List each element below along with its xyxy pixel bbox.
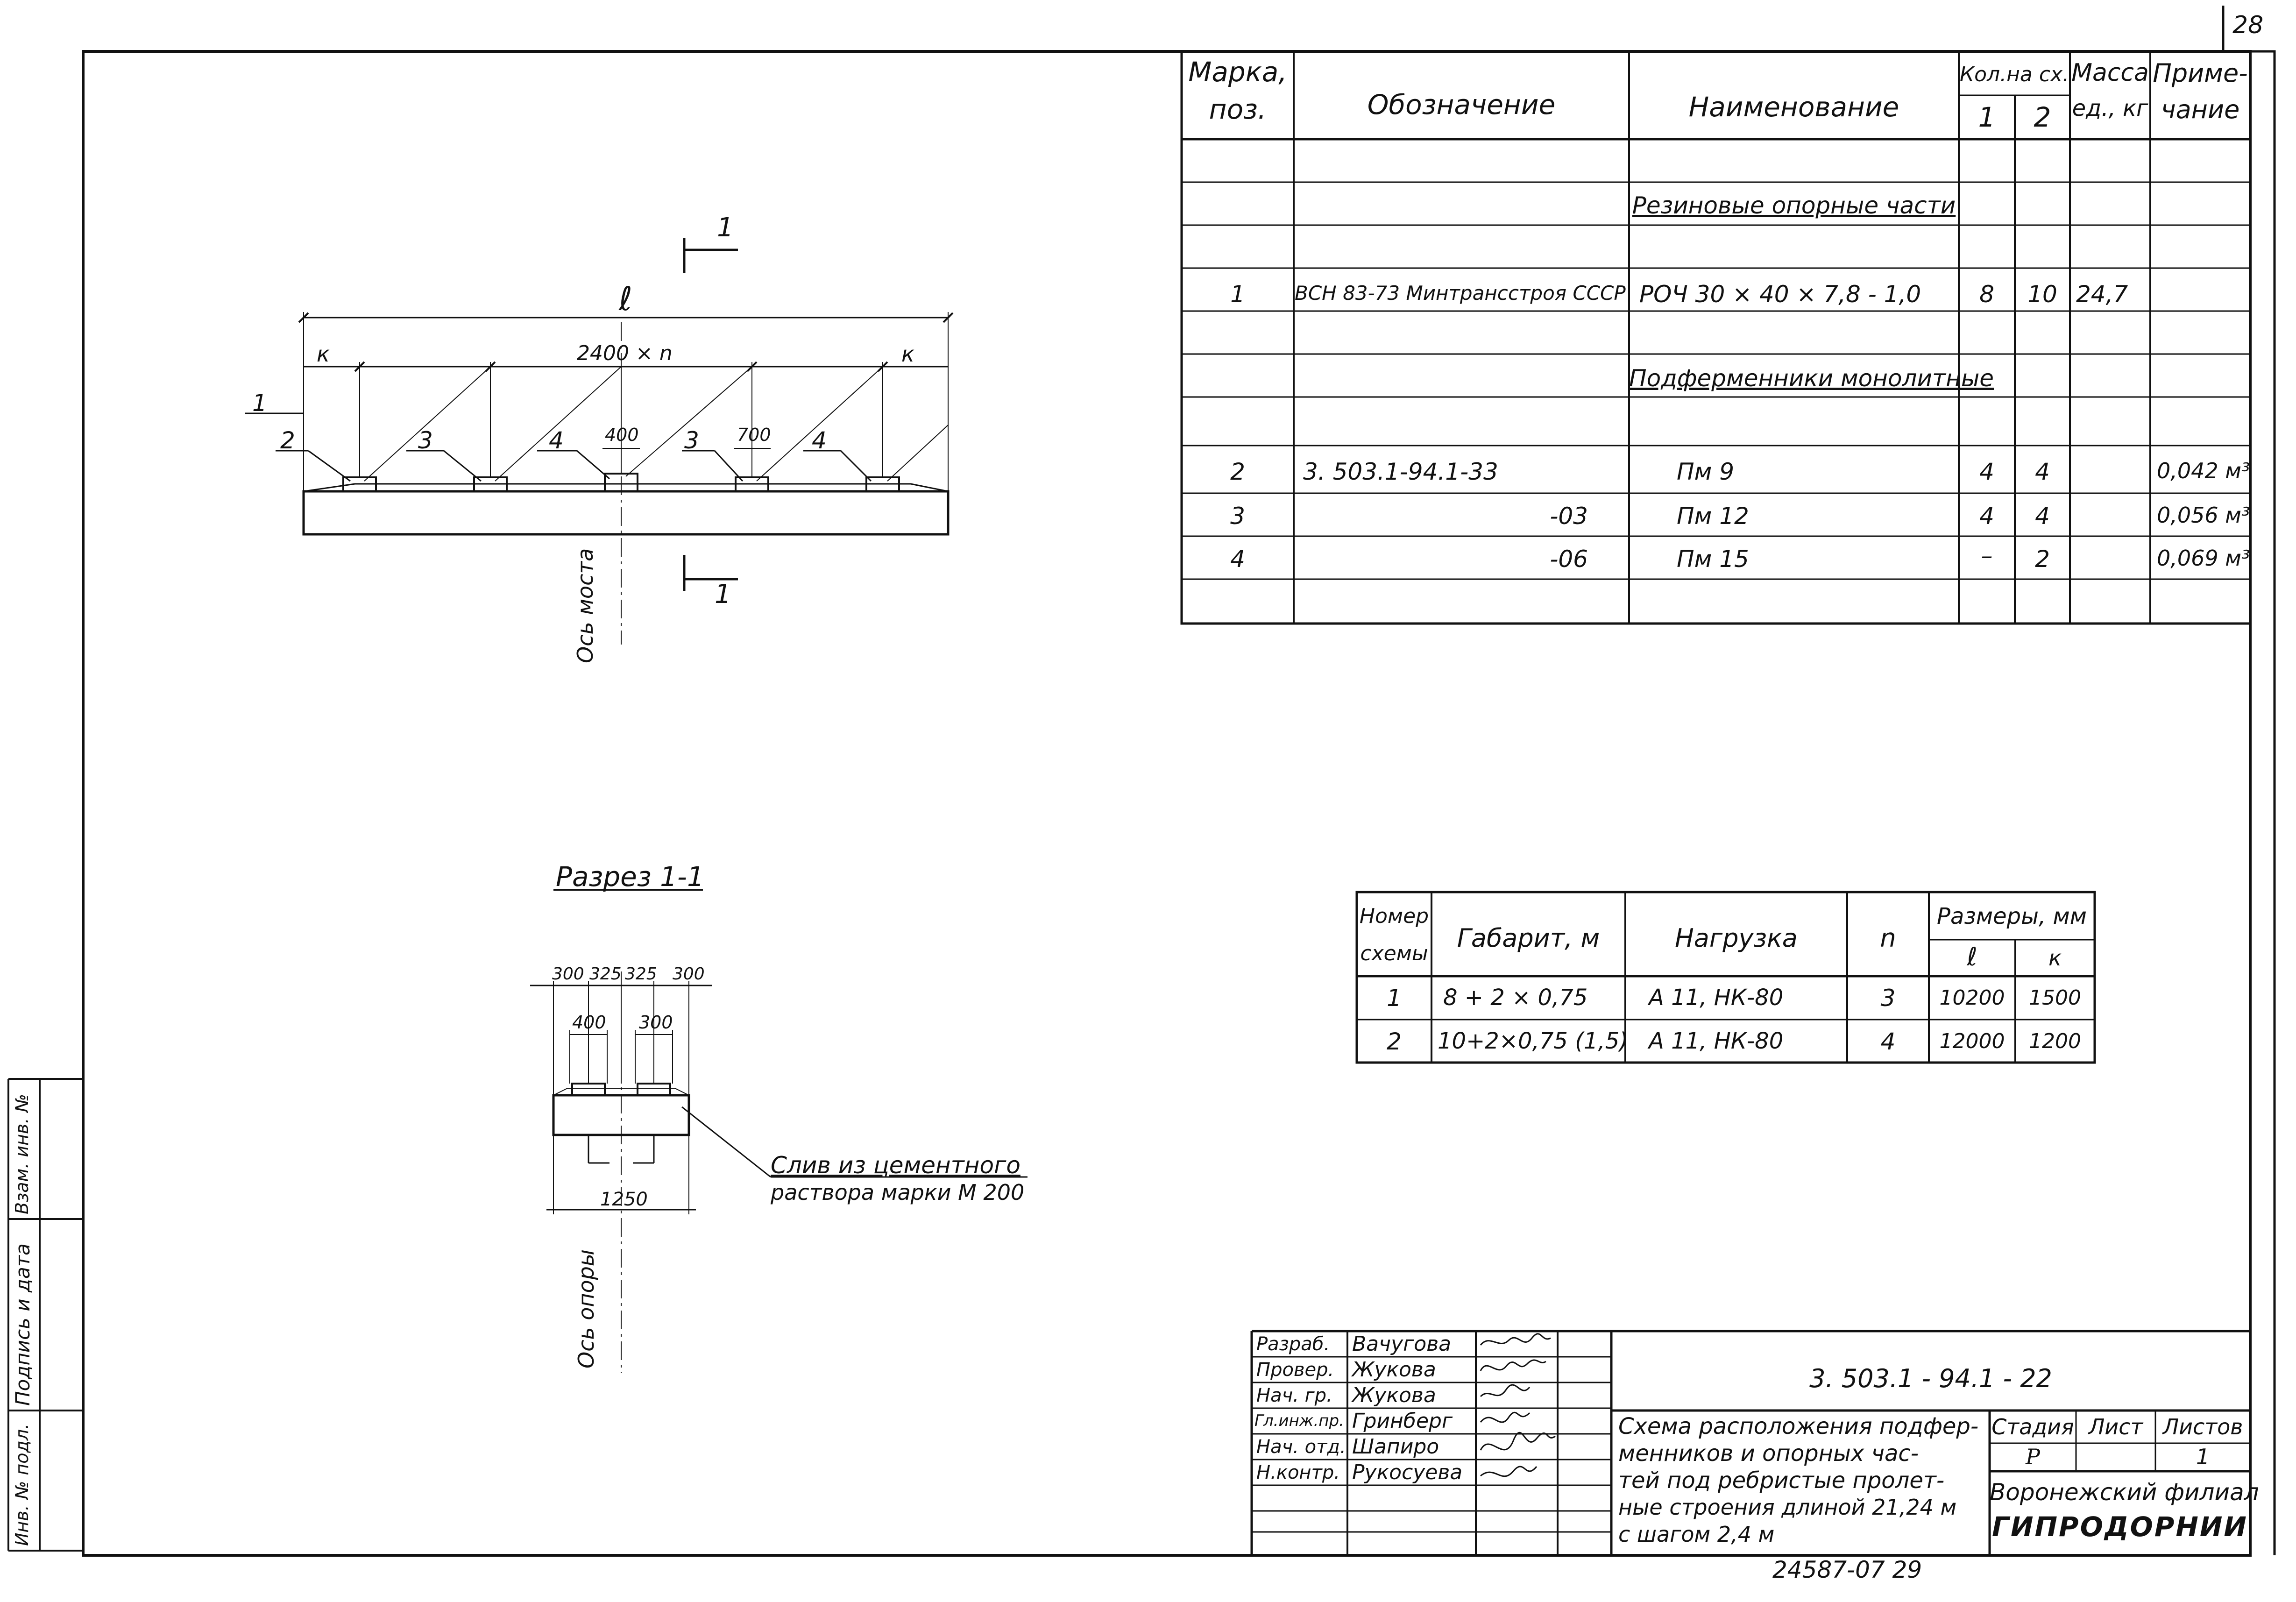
- params-row-1-l: 10200: [1939, 986, 2005, 1010]
- section-rubber-bearings: Резиновые опорные части: [1632, 192, 1956, 219]
- row-3-note: 0,056 м³: [2157, 503, 2250, 528]
- org-line-1: Воронежский филиал: [1990, 1479, 2259, 1506]
- header-name: Наименование: [1688, 91, 1899, 123]
- stamp-sign-date: Подпись и дата: [11, 1243, 34, 1406]
- header-mass-2: ед., кг: [2072, 95, 2148, 121]
- row-2-q1: 4: [1979, 458, 1994, 485]
- axis-bridge-label: Ось моста: [573, 548, 598, 663]
- row-4-note: 0,069 м³: [2157, 546, 2250, 571]
- dim-325-right: 325: [625, 964, 657, 984]
- dim-k-right: к: [901, 341, 914, 367]
- header-note-2: чание: [2161, 95, 2240, 124]
- row-1-mass: 24,7: [2076, 281, 2128, 308]
- params-row-1-gabarit: 8 + 2 × 0,75: [1443, 985, 1588, 1011]
- role-2: Провер.: [1256, 1359, 1334, 1381]
- dim-300-left: 300: [552, 964, 584, 984]
- params-row-1-k: 1500: [2029, 986, 2081, 1010]
- name-2: Жукова: [1352, 1358, 1436, 1382]
- row-2-note: 0,042 м³: [2157, 458, 2250, 483]
- section-mark-top: 1: [717, 213, 734, 243]
- stage-value: Р: [2026, 1444, 2040, 1469]
- row-4-designation: -06: [1550, 546, 1588, 573]
- leader-1: 1: [252, 390, 267, 417]
- dim-middle: 2400 × n: [577, 341, 673, 365]
- role-3: Нач. гр.: [1256, 1385, 1332, 1406]
- leader-4a: 4: [549, 427, 564, 454]
- role-1: Разраб.: [1256, 1333, 1330, 1355]
- row-1-designation: ВСН 83-73 Минтрансстроя СССР: [1295, 282, 1626, 305]
- description-line-4: ные строения длиной 21,24 м: [1618, 1495, 1957, 1520]
- params-header-sizes: Размеры, мм: [1937, 903, 2087, 929]
- leader-3a: 3: [418, 427, 433, 454]
- header-qty-2: 2: [2034, 101, 2051, 133]
- params-row-2-l: 12000: [1939, 1029, 2005, 1053]
- stage-label: Стадия: [1991, 1414, 2074, 1439]
- sheets-label: Листов: [2162, 1414, 2243, 1439]
- header-mass-1: Масса: [2071, 59, 2149, 87]
- header-mark-2: поз.: [1209, 93, 1267, 125]
- row-3-pos: 3: [1230, 503, 1245, 530]
- name-5: Шапиро: [1352, 1435, 1439, 1459]
- params-header-scheme-1: Номер: [1359, 904, 1429, 928]
- leader-3b: 3: [684, 427, 699, 454]
- params-header-gabarit: Габарит, м: [1457, 923, 1600, 953]
- row-3-q1: 4: [1979, 503, 1994, 530]
- dim-total-l: ℓ: [619, 280, 632, 318]
- row-4-pos: 4: [1230, 546, 1245, 573]
- row-1-name: РОЧ 30 × 40 × 7,8 - 1,0: [1639, 281, 1921, 308]
- row-2-designation: 3. 503.1-94.1-33: [1303, 458, 1498, 485]
- axis-support-label: Ось опоры: [574, 1249, 599, 1368]
- row-4-q1: –: [1981, 542, 1993, 569]
- row-3-q2: 4: [2035, 503, 2050, 530]
- params-row-2-load: А 11, НК-80: [1649, 1028, 1784, 1054]
- row-2-q2: 4: [2035, 458, 2050, 485]
- params-header-scheme-2: схемы: [1360, 942, 1428, 965]
- note-line-1: Слив из цементного: [771, 1152, 1020, 1179]
- params-row-1-scheme: 1: [1387, 985, 1402, 1012]
- params-header-load: Нагрузка: [1675, 923, 1798, 953]
- signatures: [1481, 1334, 1555, 1476]
- name-6: Рукосуева: [1352, 1460, 1463, 1484]
- dim-1250: 1250: [600, 1189, 648, 1210]
- name-4: Гринберг: [1352, 1409, 1453, 1433]
- description-line-3: тей под ребристые пролет-: [1618, 1467, 1945, 1494]
- dim-400-section: 400: [572, 1012, 606, 1033]
- params-row-2-n: 4: [1880, 1028, 1896, 1055]
- document-code: 3. 503.1 - 94.1 - 22: [1809, 1364, 2052, 1393]
- leader-4b: 4: [812, 427, 827, 454]
- role-4: Гл.инж.пр.: [1254, 1411, 1344, 1430]
- role-5: Нач. отд.: [1256, 1436, 1346, 1458]
- note-line-2: раствора марки М 200: [771, 1180, 1025, 1205]
- dim-400: 400: [605, 425, 639, 445]
- params-row-1-load: А 11, НК-80: [1649, 985, 1784, 1011]
- row-4-q2: 2: [2035, 546, 2050, 573]
- name-1: Вачугова: [1352, 1332, 1452, 1356]
- bottom-number: 24587-07 29: [1772, 1556, 1922, 1583]
- leader-2: 2: [280, 427, 295, 454]
- sheets-value: 1: [2196, 1444, 2210, 1469]
- dim-325-left: 325: [589, 964, 622, 984]
- header-note-1: Приме-: [2153, 58, 2248, 88]
- description-line-5: с шагом 2,4 м: [1618, 1522, 1775, 1547]
- row-3-name: Пм 12: [1677, 503, 1749, 530]
- params-header-k: к: [2048, 945, 2062, 971]
- org-line-2: ГИПРОДОРНИИ: [1992, 1511, 2248, 1543]
- row-1-q2: 10: [2027, 281, 2057, 308]
- row-2-pos: 2: [1230, 458, 1245, 485]
- row-4-name: Пм 15: [1677, 546, 1749, 573]
- row-3-designation: -03: [1550, 503, 1588, 530]
- section-mark-bottom: 1: [715, 579, 731, 610]
- sheet-number: 28: [2232, 11, 2264, 39]
- row-1-q1: 8: [1979, 281, 1994, 308]
- dim-k-left: к: [317, 341, 330, 367]
- stamp-inv-dup: Взам. инв. №: [12, 1093, 32, 1214]
- description-line-1: Схема расположения подфер-: [1618, 1413, 1979, 1439]
- params-header-l: ℓ: [1967, 942, 1977, 971]
- dim-300-section: 300: [639, 1012, 673, 1033]
- params-header-n: n: [1880, 923, 1896, 953]
- params-row-1-n: 3: [1880, 985, 1896, 1012]
- section-title: Разрез 1-1: [556, 861, 704, 893]
- name-3: Жукова: [1352, 1383, 1436, 1407]
- section-monolithic-pedestals: Подферменники монолитные: [1629, 365, 1994, 392]
- sheet-label: Лист: [2088, 1414, 2143, 1439]
- stamp-inv-orig: Инв. № подл.: [12, 1423, 32, 1546]
- params-row-2-k: 1200: [2029, 1029, 2081, 1053]
- header-qty: Кол.на сх.: [1959, 63, 2069, 86]
- row-2-name: Пм 9: [1677, 458, 1735, 485]
- params-row-2-gabarit: 10+2×0,75 (1,5): [1438, 1028, 1628, 1054]
- header-qty-1: 1: [1978, 101, 1996, 133]
- description-line-2: менников и опорных час-: [1618, 1440, 1919, 1467]
- row-1-pos: 1: [1230, 281, 1245, 308]
- header-designation: Обозначение: [1367, 89, 1556, 121]
- role-6: Н.контр.: [1256, 1462, 1340, 1483]
- params-row-2-scheme: 2: [1387, 1028, 1402, 1055]
- dim-300-right: 300: [673, 964, 705, 984]
- dim-700: 700: [737, 425, 771, 445]
- header-mark-1: Марка,: [1188, 56, 1287, 88]
